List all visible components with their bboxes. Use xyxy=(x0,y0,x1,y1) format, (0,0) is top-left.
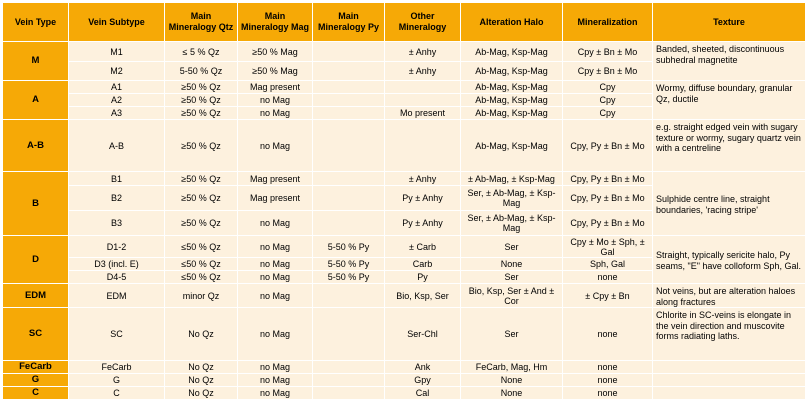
vein-type-cell: D xyxy=(3,236,69,284)
subtype-cell: FeCarb xyxy=(69,361,165,374)
qtz-cell: ≤50 % Qz xyxy=(165,236,238,258)
other-mineralogy-cell: Bio, Ksp, Ser xyxy=(385,284,461,308)
other-mineralogy-cell: Ank xyxy=(385,361,461,374)
vein-type-cell: EDM xyxy=(3,284,69,308)
vein-classification-table-wrapper xyxy=(2,2,805,400)
subtype-cell: G xyxy=(69,374,165,387)
alteration-halo-cell: Ser, ± Ab-Mag, ± Ksp-Mag xyxy=(461,186,563,211)
alteration-halo-cell: Ab-Mag, Ksp-Mag xyxy=(461,94,563,107)
subtype-cell: D3 (incl. E) xyxy=(69,258,165,271)
texture-cell: Sulphide centre line, straight boundaries, 'racing stripe' xyxy=(653,172,806,236)
py-cell: 5-50 % Py xyxy=(313,258,385,271)
alteration-halo-cell: Ab-Mag, Ksp-Mag xyxy=(461,107,563,120)
mineralization-cell: none xyxy=(563,374,653,387)
mag-cell: no Mag xyxy=(238,308,313,361)
texture-cell xyxy=(653,374,806,387)
mineralization-cell: Cpy xyxy=(563,107,653,120)
other-mineralogy-cell xyxy=(385,120,461,172)
mineralization-cell: Cpy, Py ± Bn ± Mo xyxy=(563,186,653,211)
subtype-cell: A-B xyxy=(69,120,165,172)
mag-cell: no Mag xyxy=(238,361,313,374)
py-cell xyxy=(313,42,385,62)
other-mineralogy-cell: ± Anhy xyxy=(385,172,461,186)
mag-cell: no Mag xyxy=(238,271,313,284)
vein-type-cell: A xyxy=(3,81,69,120)
header-vein-type: Vein Type xyxy=(3,3,69,42)
texture-cell: Not veins, but are alteration haloes along fractures xyxy=(653,284,806,308)
mag-cell: no Mag xyxy=(238,284,313,308)
qtz-cell: ≥50 % Qz xyxy=(165,81,238,94)
texture-cell: Wormy, diffuse boundary, granular Qz, ductile xyxy=(653,81,806,120)
vein-type-cell: A-B xyxy=(3,120,69,172)
other-mineralogy-cell: Py ± Anhy xyxy=(385,211,461,236)
vein-type-cell: C xyxy=(3,387,69,400)
py-cell xyxy=(313,172,385,186)
py-cell xyxy=(313,211,385,236)
table-row-g xyxy=(3,374,806,387)
mag-cell: no Mag xyxy=(238,211,313,236)
mineralization-cell: Cpy ± Bn ± Mo xyxy=(563,42,653,62)
subtype-cell: SC xyxy=(69,308,165,361)
subtype-cell: M1 xyxy=(69,42,165,62)
qtz-cell: ≤50 % Qz xyxy=(165,258,238,271)
mineralization-cell: none xyxy=(563,361,653,374)
other-mineralogy-cell: Cal xyxy=(385,387,461,400)
py-cell: 5-50 % Py xyxy=(313,271,385,284)
mag-cell: Mag present xyxy=(238,81,313,94)
alteration-halo-cell: FeCarb, Mag, Hm xyxy=(461,361,563,374)
vein-type-cell: FeCarb xyxy=(3,361,69,374)
subtype-cell: B3 xyxy=(69,211,165,236)
alteration-halo-cell: Ab-Mag, Ksp-Mag xyxy=(461,81,563,94)
table-row-sc xyxy=(3,308,806,361)
header-main-mineralogy-qtz: Main Mineralogy Qtz xyxy=(165,3,238,42)
alteration-halo-cell: ± Ab-Mag, ± Ksp-Mag xyxy=(461,172,563,186)
subtype-cell: B1 xyxy=(69,172,165,186)
alteration-halo-cell: Ser, ± Ab-Mag, ± Ksp-Mag xyxy=(461,211,563,236)
qtz-cell: ≥50 % Qz xyxy=(165,211,238,236)
qtz-cell: No Qz xyxy=(165,387,238,400)
py-cell xyxy=(313,62,385,81)
mag-cell: no Mag xyxy=(238,236,313,258)
mineralization-cell: Cpy, Py ± Bn ± Mo xyxy=(563,120,653,172)
py-cell xyxy=(313,308,385,361)
alteration-halo-cell: Ab-Mag, Ksp-Mag xyxy=(461,120,563,172)
table-row-c xyxy=(3,387,806,400)
mineralization-cell: Cpy, Py ± Bn ± Mo xyxy=(563,211,653,236)
vein-classification-table xyxy=(2,2,806,400)
table-row-b1 xyxy=(3,172,806,186)
mineralization-cell: ± Cpy ± Bn xyxy=(563,284,653,308)
mag-cell: Mag present xyxy=(238,172,313,186)
alteration-halo-cell: Ser xyxy=(461,236,563,258)
py-cell xyxy=(313,120,385,172)
mineralization-cell: Cpy ± Mo ± Sph, ± Gal xyxy=(563,236,653,258)
py-cell: 5-50 % Py xyxy=(313,236,385,258)
alteration-halo-cell: Bio, Ksp, Ser ± And ± Cor xyxy=(461,284,563,308)
header-alteration-halo: Alteration Halo xyxy=(461,3,563,42)
other-mineralogy-cell: Py ± Anhy xyxy=(385,186,461,211)
qtz-cell: ≥50 % Qz xyxy=(165,120,238,172)
mineralization-cell: none xyxy=(563,271,653,284)
mineralization-cell: Cpy, Py ± Bn ± Mo xyxy=(563,172,653,186)
header-row xyxy=(3,3,806,42)
py-cell xyxy=(313,284,385,308)
header-vein-subtype: Vein Subtype xyxy=(69,3,165,42)
other-mineralogy-cell: Py xyxy=(385,271,461,284)
table-row-a1 xyxy=(3,81,806,94)
table-row-m1 xyxy=(3,42,806,62)
subtype-cell: A1 xyxy=(69,81,165,94)
qtz-cell: minor Qz xyxy=(165,284,238,308)
mag-cell: ≥50 % Mag xyxy=(238,42,313,62)
mineralization-cell: Cpy xyxy=(563,81,653,94)
alteration-halo-cell: Ser xyxy=(461,308,563,361)
table-row-d1-2 xyxy=(3,236,806,258)
py-cell xyxy=(313,94,385,107)
texture-cell xyxy=(653,387,806,400)
subtype-cell: A3 xyxy=(69,107,165,120)
other-mineralogy-cell: ± Anhy xyxy=(385,62,461,81)
texture-cell: e.g. straight edged vein with sugary texture or wormy, sugary quartz vein with a centreline xyxy=(653,120,806,172)
other-mineralogy-cell: ± Anhy xyxy=(385,42,461,62)
subtype-cell: M2 xyxy=(69,62,165,81)
other-mineralogy-cell xyxy=(385,94,461,107)
header-other-mineralogy: Other Mineralogy xyxy=(385,3,461,42)
alteration-halo-cell: Ser xyxy=(461,271,563,284)
mag-cell: Mag present xyxy=(238,186,313,211)
subtype-cell: D4-5 xyxy=(69,271,165,284)
qtz-cell: ≥50 % Qz xyxy=(165,94,238,107)
other-mineralogy-cell: Gpy xyxy=(385,374,461,387)
py-cell xyxy=(313,107,385,120)
mineralization-cell: Sph, Gal xyxy=(563,258,653,271)
py-cell xyxy=(313,361,385,374)
py-cell xyxy=(313,186,385,211)
subtype-cell: D1-2 xyxy=(69,236,165,258)
qtz-cell: ≥50 % Qz xyxy=(165,172,238,186)
qtz-cell: ≤ 5 % Qz xyxy=(165,42,238,62)
py-cell xyxy=(313,374,385,387)
mag-cell: no Mag xyxy=(238,374,313,387)
mineralization-cell: none xyxy=(563,308,653,361)
header-mineralization: Mineralization xyxy=(563,3,653,42)
header-main-mineralogy-py: Main Mineralogy Py xyxy=(313,3,385,42)
mag-cell: no Mag xyxy=(238,107,313,120)
subtype-cell: EDM xyxy=(69,284,165,308)
qtz-cell: ≥50 % Qz xyxy=(165,186,238,211)
texture-cell: Straight, typically sericite halo, Py seams, "E" have colloform Sph, Gal. xyxy=(653,236,806,284)
other-mineralogy-cell: ± Carb xyxy=(385,236,461,258)
header-texture: Texture xyxy=(653,3,806,42)
header-main-mineralogy-mag: Main Mineralogy Mag xyxy=(238,3,313,42)
other-mineralogy-cell: Carb xyxy=(385,258,461,271)
mag-cell: no Mag xyxy=(238,258,313,271)
table-row-edm xyxy=(3,284,806,308)
vein-type-cell: SC xyxy=(3,308,69,361)
mag-cell: no Mag xyxy=(238,120,313,172)
qtz-cell: 5-50 % Qz xyxy=(165,62,238,81)
subtype-cell: B2 xyxy=(69,186,165,211)
subtype-cell: C xyxy=(69,387,165,400)
alteration-halo-cell: None xyxy=(461,258,563,271)
py-cell xyxy=(313,387,385,400)
alteration-halo-cell: Ab-Mag, Ksp-Mag xyxy=(461,42,563,62)
other-mineralogy-cell: Mo present xyxy=(385,107,461,120)
alteration-halo-cell: None xyxy=(461,387,563,400)
texture-cell: Chlorite in SC-veins is elongate in the vein direction and muscovite forms radiating laths. xyxy=(653,308,806,361)
mineralization-cell: none xyxy=(563,387,653,400)
table-row-fecarb xyxy=(3,361,806,374)
other-mineralogy-cell xyxy=(385,81,461,94)
texture-cell xyxy=(653,361,806,374)
mag-cell: no Mag xyxy=(238,387,313,400)
vein-type-cell: G xyxy=(3,374,69,387)
qtz-cell: ≤50 % Qz xyxy=(165,271,238,284)
vein-type-cell: B xyxy=(3,172,69,236)
mineralization-cell: Cpy ± Bn ± Mo xyxy=(563,62,653,81)
qtz-cell: No Qz xyxy=(165,374,238,387)
alteration-halo-cell: Ab-Mag, Ksp-Mag xyxy=(461,62,563,81)
table-row-ab xyxy=(3,120,806,172)
mag-cell: ≥50 % Mag xyxy=(238,62,313,81)
qtz-cell: No Qz xyxy=(165,361,238,374)
other-mineralogy-cell: Ser-Chl xyxy=(385,308,461,361)
vein-type-cell: M xyxy=(3,42,69,81)
subtype-cell: A2 xyxy=(69,94,165,107)
mineralization-cell: Cpy xyxy=(563,94,653,107)
py-cell xyxy=(313,81,385,94)
qtz-cell: ≥50 % Qz xyxy=(165,107,238,120)
alteration-halo-cell: None xyxy=(461,374,563,387)
mag-cell: no Mag xyxy=(238,94,313,107)
qtz-cell: No Qz xyxy=(165,308,238,361)
texture-cell: Banded, sheeted, discontinuous subhedral magnetite xyxy=(653,42,806,81)
